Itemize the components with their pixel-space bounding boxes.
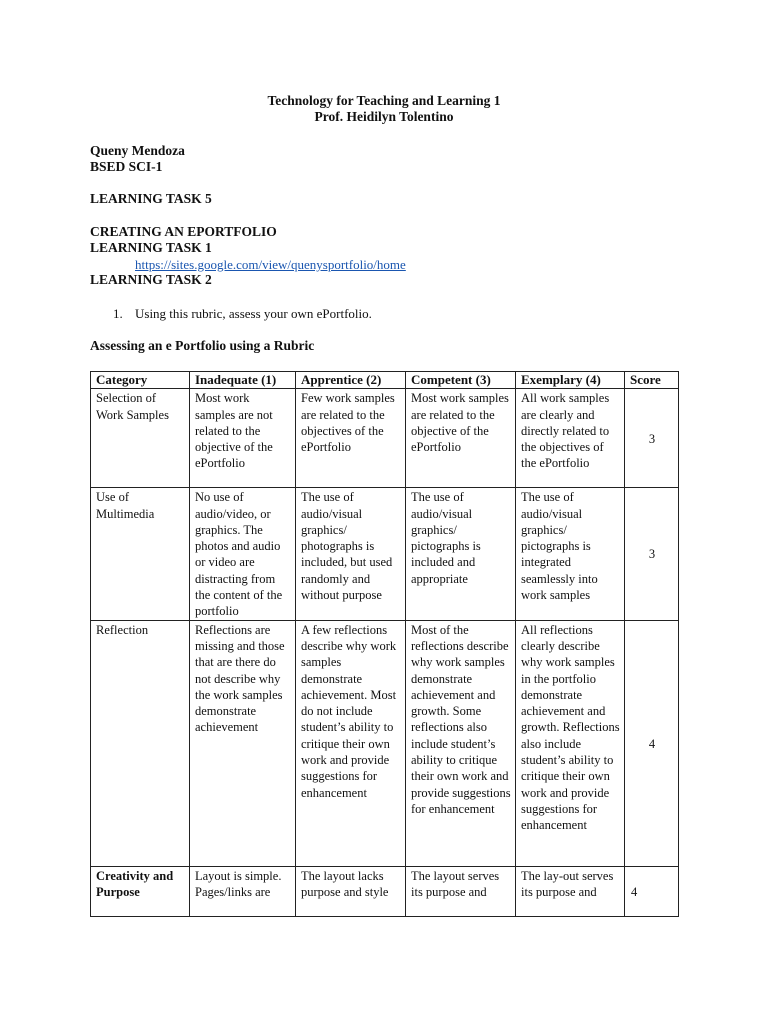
row-category: Use of Multimedia (91, 488, 190, 620)
cell-competent: The layout serves its purpose and (406, 866, 516, 916)
cell-score: 3 (625, 389, 679, 488)
cell-apprentice: The layout lacks purpose and style (296, 866, 406, 916)
column-header-apprentice: Apprentice (2) (296, 372, 406, 389)
task-heading: LEARNING TASK 5 (90, 191, 212, 206)
row-category: Reflection (91, 620, 190, 866)
cell-score: 4 (625, 620, 679, 866)
student-name: Queny Mendoza (90, 143, 185, 158)
cell-exemplary: The use of audio/visual graphics/ pictographs is integrated seamlessly into work samples (516, 488, 625, 620)
course-title: Technology for Teaching and Learning 1 (267, 93, 501, 108)
rubric-heading: Assessing an e Portfolio using a Rubric (90, 338, 315, 353)
table-row (91, 488, 679, 620)
column-header-competent: Competent (3) (406, 372, 516, 389)
task1-label: LEARNING TASK 1 (90, 240, 212, 255)
cell-apprentice: The use of audio/visual graphics/ photographs is included, but used randomly and without purpose (296, 488, 406, 620)
instruction-item (113, 306, 372, 322)
cell-inadequate: No use of audio/video, or graphics. The photos and audio or video are distracting from the content of the portfolio (190, 488, 296, 620)
instruction-text: Using this rubric, assess your own ePortfolio. (135, 306, 372, 321)
table-row (91, 389, 679, 488)
section-title: CREATING AN EPORTFOLIO (90, 224, 277, 239)
cell-competent: Most work samples are related to the objective of the ePortfolio (406, 389, 516, 488)
cell-inadequate: Reflections are missing and those that are there do not describe why the work samples demonstrate achievement (190, 620, 296, 866)
cell-apprentice: A few reflections describe why work samples demonstrate achievement. Most do not include student’s ability to critique their own work and provide suggestions for enhancement (296, 620, 406, 866)
cell-score: 3 (625, 488, 679, 620)
cell-apprentice: Few work samples are related to the objectives of the ePortfolio (296, 389, 406, 488)
cell-competent: Most of the reflections describe why work samples demonstrate achievement and growth. Some reflections also include student’s ability to critique their own work and provide suggestions for enhancement (406, 620, 516, 866)
instruction-number: 1. (113, 306, 123, 321)
cell-score: 4 (625, 866, 679, 916)
rubric-header-row (91, 372, 679, 389)
professor-name: Prof. Heidilyn Tolentino (314, 109, 454, 124)
cell-inadequate: Most work samples are not related to the objective of the ePortfolio (190, 389, 296, 488)
cell-exemplary: All reflections clearly describe why work samples in the portfolio demonstrate achievement and growth. Reflections also include student’s ability to critique their own work and provide suggestions for enhancement (516, 620, 625, 866)
cell-exemplary: All work samples are clearly and directly related to the objectives of the ePortfolio (516, 389, 625, 488)
row-category: Selection of Work Samples (91, 389, 190, 488)
table-row (91, 866, 679, 916)
cell-competent: The use of audio/visual graphics/ pictographs is included and appropriate (406, 488, 516, 620)
row-category: Creativity and Purpose (91, 866, 190, 916)
student-section: BSED SCI-1 (90, 159, 163, 174)
task2-label: LEARNING TASK 2 (90, 272, 212, 287)
cell-inadequate: Layout is simple. Pages/links are (190, 866, 296, 916)
cell-exemplary: The lay-out serves its purpose and (516, 866, 625, 916)
column-header-inadequate: Inadequate (1) (190, 372, 296, 389)
rubric-table (90, 371, 679, 917)
column-header-category: Category (91, 372, 190, 389)
portfolio-link[interactable]: https://sites.google.com/view/quenysportfolio/home (135, 257, 406, 272)
column-header-score: Score (625, 372, 679, 389)
table-row (91, 620, 679, 866)
column-header-exemplary: Exemplary (4) (516, 372, 625, 389)
